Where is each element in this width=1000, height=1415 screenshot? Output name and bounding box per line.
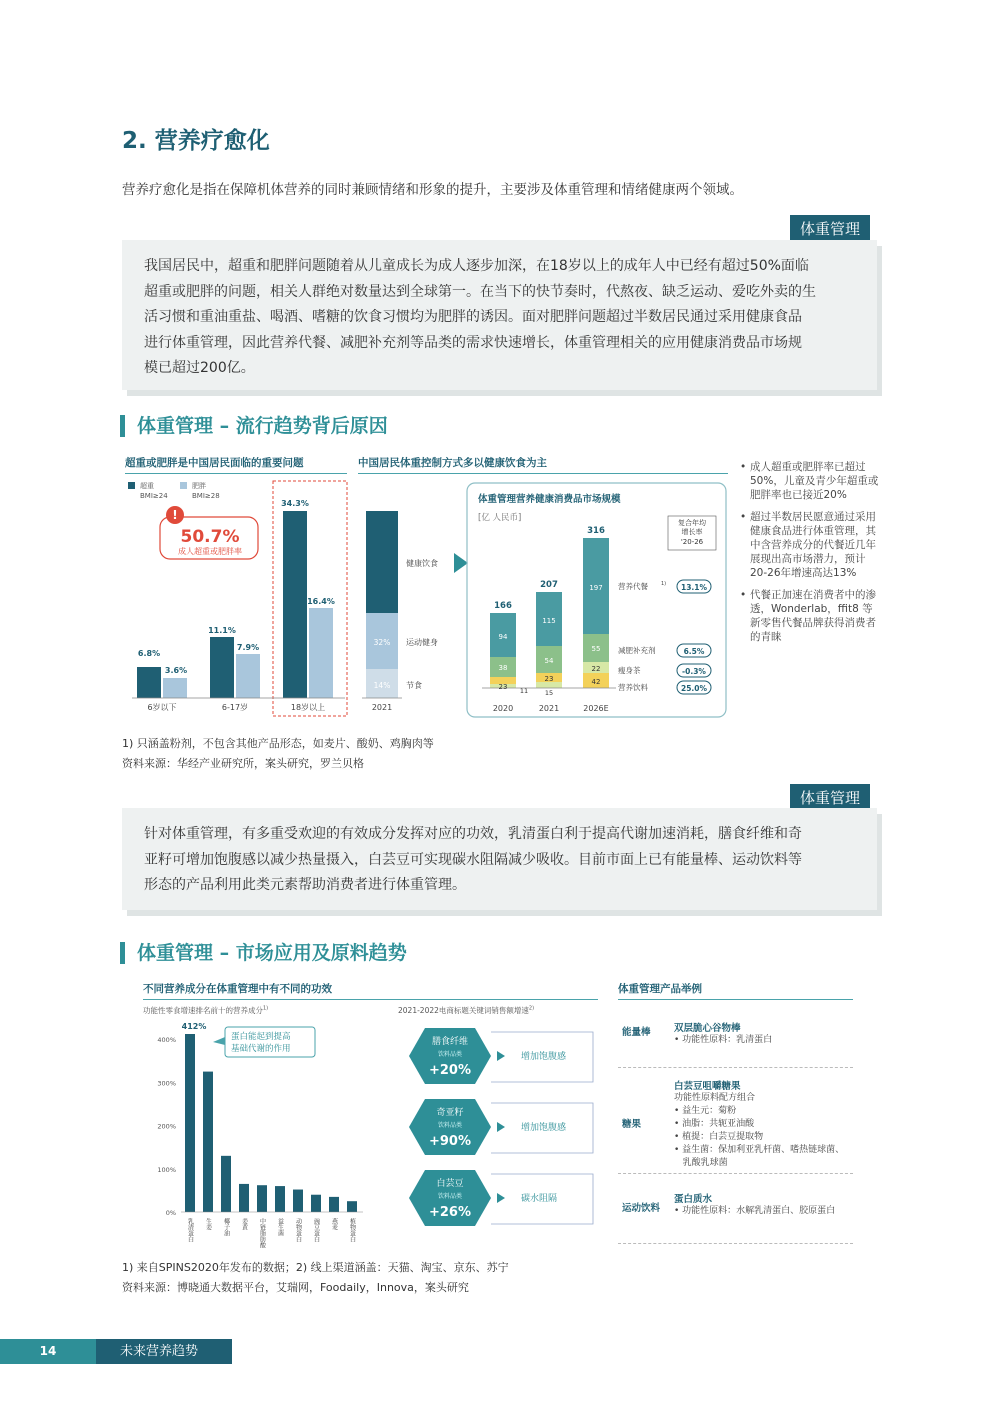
product-title: 双层脆心谷物棒 (674, 1023, 741, 1034)
product-title: 白芸豆咀嚼糖果 (674, 1081, 741, 1092)
chart4-callout-text: 蛋白能起到提高 (231, 1032, 291, 1042)
bar-label: 34.3% (281, 499, 309, 508)
product-detail (674, 1020, 852, 1047)
intro-box-2 (122, 808, 877, 910)
total-label: 207 (540, 580, 558, 590)
box1-line: 我国居民中，超重和肥胖问题随着从儿童成长为成人逐步加深，在18岁以上的成年人中已经有超过50%面临 (144, 258, 809, 274)
weight-control-method-chart (358, 475, 468, 720)
cagr-label: 复合年均 (678, 519, 706, 527)
cagr-label: '20-26 (680, 538, 704, 546)
chart5-subtitle (398, 1005, 534, 1016)
box2-line: 亚籽可增加饱腹感以减少热量摄入，白芸豆可实现碳水阻隔减少吸收。目前市面上已有能量棒、运动饮料等 (144, 851, 802, 868)
growth-value: -0.3% (682, 667, 706, 676)
y-tick-label: 200% (157, 1122, 176, 1131)
footnote: 1) 只涵盖粉剂，不包含其他产品形态，如麦片、酸奶、鸡胸肉等 (122, 737, 434, 750)
legend-overweight-label: 超重 (140, 482, 154, 490)
cagr-label: 增长率 (681, 528, 703, 536)
ingredient-label: 动物蛋白 (294, 1218, 302, 1242)
product-line: 功能性原料配方组合 (674, 1093, 756, 1103)
y-tick-label: 100% (157, 1165, 176, 1174)
insight-bullet: • 超过半数居民愿意通过采用健康食品进行体重管理，其中含营养成分的代餐近几年展现出高市场潜力，预计20-26年增速高达13% (740, 510, 880, 580)
seg-value: 23 (498, 683, 508, 691)
bar-adult-obese (309, 608, 333, 698)
product-line: • 植提：白芸豆提取物 (674, 1132, 764, 1142)
section-title-trends: 体重管理 – 流行趋势背后原因 (120, 415, 388, 437)
product-row-energy-bar (618, 1018, 853, 1068)
seg-value: 55 (591, 645, 601, 653)
series-label: 减肥补充剂 (618, 646, 656, 655)
seg-value: 23 (544, 675, 554, 683)
insight-bullets (740, 460, 880, 644)
source-note: 资料来源：华经产业研究所，案头研究，罗兰贝格 (122, 757, 364, 770)
seg-value: 115 (542, 617, 556, 625)
seg-label: 健康饮食 (406, 559, 438, 568)
ingredient-name: 膳食纤维 (431, 1037, 469, 1047)
chart4-subtitle-note: 1) (263, 1005, 269, 1012)
box2-line: 针对体重管理，有多重受欢迎的有效成分发挥对应的功效，乳清蛋白利于提高代谢加速消耗，膳食纤维和奇 (144, 826, 802, 842)
ingredient-category: 饮料品类 (437, 1193, 463, 1200)
category-label: 18岁以上 (290, 703, 326, 712)
ingredient-bar (329, 1197, 339, 1212)
series-label: 瘦身茶 (618, 666, 641, 675)
y-tick-label: 0% (165, 1209, 176, 1217)
arrow-icon (497, 1193, 505, 1203)
callout-label: 成人超重或肥胖率 (178, 547, 242, 556)
series-label: 营养饮料 (618, 683, 648, 692)
bar-under6-overweight (137, 667, 161, 698)
chart4-subtitle (143, 1005, 268, 1016)
bar-adult-overweight (283, 511, 307, 698)
chart4-callout-text: 基础代谢的作用 (231, 1044, 291, 1054)
legend-overweight-sub: BMI≥24 (140, 492, 168, 500)
footnotes-1 (122, 734, 434, 774)
seg-value: 22 (591, 665, 601, 673)
seg-label: 运动健身 (406, 638, 438, 647)
products-heading: 体重管理产品举例 (618, 981, 853, 1000)
insight-bullet: • 成人超重或肥胖率已超过50%，儿童及青少年超重或肥胖率也已接近20% (740, 461, 879, 501)
insight-text: 成人超重或肥胖率已超过50%，儿童及青少年超重或肥胖率也已接近20% (750, 461, 879, 501)
seg-value: 15 (544, 689, 554, 697)
chart5-subtitle-text: 2021-2022电商标题关键词销售额增速 (398, 1006, 529, 1015)
ingredient-category: 饮料品类 (437, 1122, 463, 1129)
seg-healthy-diet (366, 511, 398, 613)
insight-text: 代餐正加速在消费者中的渗透，Wonderlab，ffit8 等新零售代餐品牌获得消费者的青睐 (750, 589, 876, 643)
ingredient-effect: 增加饱腹感 (521, 1123, 567, 1133)
ingredient-bar (311, 1195, 321, 1212)
ingredient-name: 白芸豆 (436, 1179, 464, 1189)
growth-value: 6.5% (683, 647, 705, 656)
ingredient-bar (347, 1201, 357, 1212)
year-label: 2026E (583, 704, 609, 713)
legend-obese-sub: BMI≥28 (192, 492, 220, 500)
year-label: 2021 (538, 704, 560, 713)
market-unit: [亿 人民币] (478, 513, 522, 523)
seg-value: 197 (589, 584, 603, 592)
total-label: 316 (587, 526, 605, 536)
ingredient-label: 生姜 (204, 1218, 212, 1230)
market-size-chart (466, 478, 728, 720)
category-label: 6岁以下 (147, 703, 177, 712)
seg-value: 32% (373, 638, 391, 647)
y-tick-label: 300% (157, 1079, 176, 1088)
callout-value: 50.7% (180, 527, 240, 547)
bar-label: 3.6% (164, 666, 188, 675)
box1-line: 模已超过200亿。 (144, 360, 255, 376)
ingredient-label: 植物蛋白 (348, 1218, 356, 1242)
series-note: 1) (661, 581, 667, 587)
weight-management-tag-2: 体重管理 (790, 784, 870, 811)
legend-obese-swatch (180, 482, 187, 489)
ingredient-effect-diagram (395, 1020, 600, 1235)
ingredient-bar (293, 1190, 303, 1212)
ingredient-label: 中链脂肪酸 (258, 1218, 266, 1248)
product-type: 运动饮料 (622, 1203, 661, 1214)
footer-title: 未来营养趋势 (96, 1339, 232, 1364)
y-tick-label: 400% (157, 1036, 176, 1045)
seg-value: 94 (498, 633, 508, 641)
growth-value: 13.1% (680, 583, 708, 592)
chart5-subtitle-note: 2) (528, 1005, 535, 1012)
product-row-sports-drink (618, 1186, 853, 1244)
ingredient-bar (185, 1034, 195, 1212)
box1-line: 活习惯和重油重盐、喝酒、嗜糖的饮食习惯均为肥胖的诱因。面对肥胖问题超过半数居民通过采用健康食品 (144, 309, 802, 325)
bar-6-17-overweight (210, 637, 234, 698)
ingredient-growth: +26% (428, 1205, 472, 1220)
insight-bullet: • 代餐正加速在消费者中的渗透，Wonderlab，ffit8 等新零售代餐品牌获得消费者的青睐 (740, 588, 880, 644)
box2-line: 形态的产品利用此类元素帮助消费者进行体重管理。 (144, 877, 466, 893)
product-line: • 益生菌：保加利亚乳杆菌、嗜热链球菌、 (674, 1145, 845, 1155)
arrow-icon (497, 1122, 505, 1132)
weight-management-tag-1: 体重管理 (790, 215, 870, 242)
product-detail (674, 1191, 852, 1218)
ingredient-bar (239, 1184, 249, 1212)
year-label: 2021 (371, 703, 393, 712)
bar-label: 7.9% (236, 643, 260, 652)
product-detail (674, 1078, 852, 1170)
ingredient-label: 燕麦 (330, 1218, 338, 1230)
product-title: 蛋白质水 (674, 1194, 713, 1205)
category-label: 6-17岁 (221, 703, 249, 712)
chart1-heading: 超重或肥胖是中国居民面临的重要问题 (125, 455, 347, 474)
product-row-candy (618, 1076, 853, 1174)
footnote: 1) 来自SPINS2020年发布的数据；2) 线上渠道涵盖：天猫、淘宝、京东、苏宁 (122, 1261, 509, 1274)
product-line: • 功能性原料：水解乳清蛋白、胶原蛋白 (674, 1206, 836, 1216)
seg-value: 38 (498, 664, 508, 672)
bar-6-17-obese (236, 654, 260, 698)
seg-value: 54 (544, 657, 554, 665)
box1-line: 超重或肥胖的问题，相关人群绝对数量达到全球第一。在当下的快节奏时，代熬夜、缺乏运动、爱吃外卖的生 (144, 283, 816, 300)
product-line: 乳酸乳球菌 (674, 1158, 728, 1168)
seg-value: 14% (373, 681, 391, 690)
ingredient-growth: +20% (428, 1063, 472, 1078)
bar-label: 11.1% (208, 626, 236, 635)
product-type: 能量棒 (622, 1027, 651, 1038)
seg-value: 42 (591, 678, 601, 686)
ingredient-label: 益生菌 (276, 1218, 284, 1236)
intro-text: 营养疗愈化是指在保障机体营养的同时兼顾情绪和形象的提升，主要涉及体重管理和情绪健康两个领域。 (122, 182, 743, 198)
year-label: 2020 (492, 704, 514, 713)
seg-label: 节食 (406, 681, 422, 690)
total-label: 166 (494, 601, 512, 611)
ingredient-growth-chart (143, 1017, 368, 1249)
ingredient-name: 奇亚籽 (436, 1108, 464, 1118)
intro-box-1 (122, 240, 877, 390)
bar-under6-obese (163, 678, 187, 698)
ingredient-label: 姜黄 (240, 1218, 248, 1230)
ingredient-bar (257, 1185, 267, 1212)
callout-pointer (213, 1037, 225, 1045)
chart4-subtitle-text: 功能性零食增速排名前十的营养成分 (143, 1006, 263, 1015)
overweight-bar-chart (120, 475, 355, 720)
product-line: • 油脂：共轭亚油酸 (674, 1119, 755, 1129)
chart4-heading: 不同营养成分在体重管理中有不同的功效 (143, 981, 598, 1000)
market-title: 体重管理营养健康消费品市场规模 (478, 494, 621, 505)
section-title-market: 体重管理 – 市场应用及原料趋势 (120, 942, 407, 964)
product-line: • 益生元：菊粉 (674, 1106, 737, 1116)
ingredient-label: 乳清蛋白 (186, 1218, 194, 1242)
ingredient-growth: +90% (428, 1134, 472, 1149)
bar-label: 16.4% (307, 597, 335, 606)
chart2-heading: 中国居民体重控制方式多以健康饮食为主 (358, 455, 728, 474)
ingredient-label: 豌豆蛋白 (312, 1218, 320, 1242)
page-number: 14 (0, 1339, 96, 1364)
insight-text: 超过半数居民愿意通过采用健康食品进行体重管理，其中含营养成分的代餐近几年展现出高市场潜力，预计20-26年增速高达13% (750, 511, 876, 579)
ingredient-bar (221, 1156, 231, 1212)
ingredient-label: 椰子油 (222, 1218, 230, 1236)
arrow-icon (497, 1051, 505, 1061)
top-bar-label: 412% (181, 1022, 207, 1031)
box1-line: 进行体重管理，因此营养代餐、减肥补充剂等品类的需求快速增长，体重管理相关的应用健康消费品市场规 (144, 334, 802, 351)
seg-value: 11 (519, 687, 529, 695)
ingredient-bar (275, 1186, 285, 1212)
source-note: 资料来源：博晓通大数据平台，艾瑞网，Foodaily，Innova，案头研究 (122, 1281, 469, 1294)
footnotes-2 (122, 1258, 509, 1298)
page-title: 2. 营养疗愈化 (122, 128, 270, 154)
ingredient-effect: 碳水阻隔 (521, 1194, 558, 1204)
alert-icon-glyph: ! (172, 508, 178, 522)
ingredient-effect: 增加饱腹感 (521, 1052, 567, 1062)
series-label: 营养代餐 (618, 582, 648, 591)
bar-label: 6.8% (137, 649, 161, 658)
ingredient-category: 饮料品类 (437, 1051, 463, 1058)
ingredient-bar (203, 1072, 213, 1212)
product-line: • 功能性原料：乳清蛋白 (674, 1035, 773, 1045)
growth-value: 25.0% (680, 684, 708, 693)
legend-obese-label: 肥胖 (192, 482, 206, 490)
product-type: 糖果 (622, 1119, 642, 1130)
legend-overweight-swatch (128, 482, 135, 489)
